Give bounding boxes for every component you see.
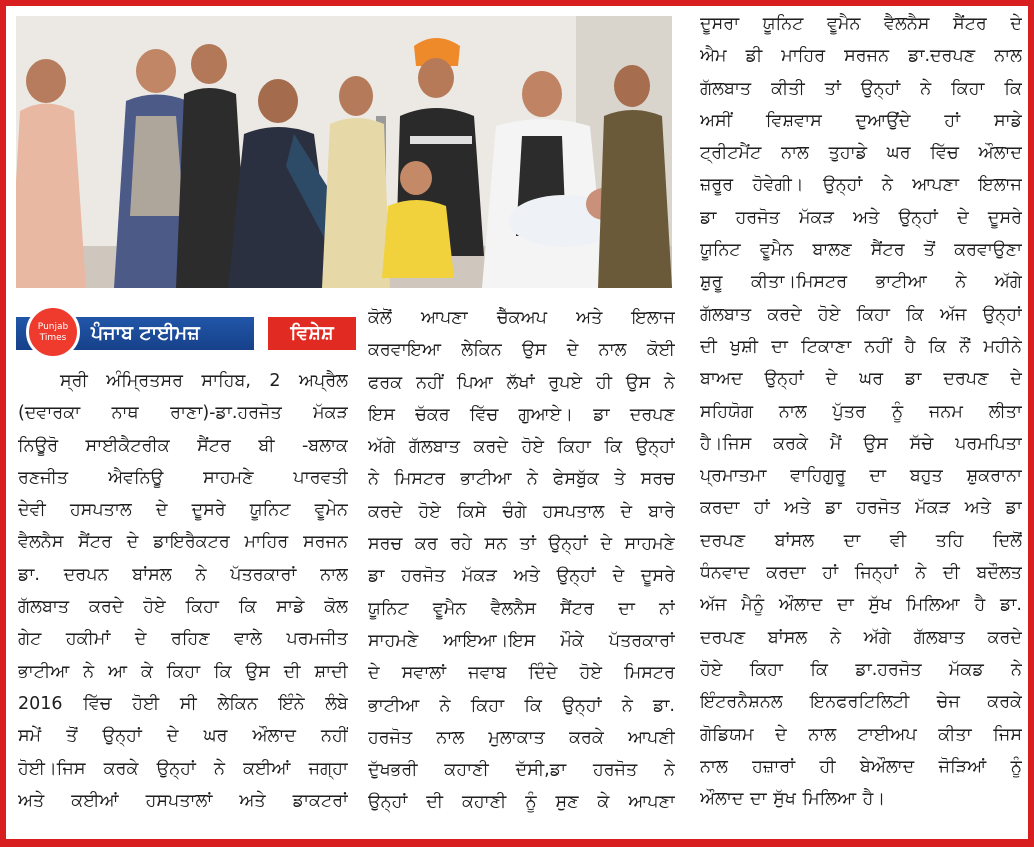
article-line: ਅਸੀਂ ਵਿਸ਼ਵਾਸ ਦੁਆਉਂਦੇ ਹਾਂ ਸਾਡੇ — [700, 110, 1022, 131]
article-line: ਅਤੇ ਕਈਆਂ ਹਸਪਤਾਲਾਂ ਅਤੇ ਡਾਕਟਰਾਂ — [18, 790, 348, 811]
article-line: ਗੱਲਬਾਤ ਕਰਦੇ ਹੋਏ ਕਿਹਾ ਕਿ ਸਾਡੇ ਕੋਲ — [18, 597, 348, 618]
article-line: ਅੱਗੇ ਗੱਲਬਾਤ ਕਰਦੇ ਹੋਏ ਕਿਹਾ ਕਿ ਉਨ੍ਹਾਂ — [368, 437, 675, 458]
article-line: ਦੂਸਰਾ ਯੂਨਿਟ ਵੂਮੈਨ ਵੈਲਨੈਸ ਸੈਂਟਰ ਦੇ — [700, 14, 1022, 34]
article-line: ਗੱਲਬਾਤ ਕਰਦੇ ਹੋਏ ਕਿਹਾ ਕਿ ਅੱਜ ਉਨ੍ਹਾਂ — [700, 304, 1022, 325]
special-tag: ਵਿਸ਼ੇਸ਼ — [268, 317, 356, 350]
news-photo — [16, 16, 672, 288]
article-line: ਸਮੇਂ ਤੋਂ ਉਨ੍ਹਾਂ ਦੇ ਘਰ ਔਲਾਦ ਨਹੀਂ — [18, 726, 348, 747]
article-line: ਰਣਜੀਤ ਐਵਨਿਊ ਸਾਹਮਣੇ ਪਾਰਵਤੀ — [18, 467, 348, 488]
article-line: ਬਾਅਦ ਉਨ੍ਹਾਂ ਦੇ ਘਰ ਡਾ ਦਰਪਣ ਦੇ — [700, 369, 1022, 390]
article-line: ਐਮ ਡੀ ਮਾਹਿਰ ਸਰਜਨ ਡਾ.ਦਰਪਣ ਨਾਲ — [700, 46, 1022, 67]
article-line: ਡਾ ਹਰਜੋਤ ਮੱਕੜ ਅਤੇ ਉਨ੍ਹਾਂ ਦੇ ਦੂਸਰੇ — [368, 566, 675, 587]
article-line: ਸ੍ਰੀ ਅੰਮ੍ਰਿਤਸਰ ਸਾਹਿਬ, 2 ਅਪ੍ਰੈਲ — [60, 371, 348, 391]
article-line: ਦਰਪਣ ਬਾਂਸਲ ਦਾ ਵੀ ਤਹਿ ਦਿਲੋਂ — [700, 530, 1022, 551]
article-line: ਅੱਜ ਮੈਨੂੰ ਔਲਾਦ ਦਾ ਸੁੱਖ ਮਿਲਿਆ ਹੈ ਡਾ. — [700, 595, 1022, 616]
article-line: ਦਰਪਣ ਬਾਂਸਲ ਨੇ ਅੱਗੇ ਗੱਲਬਾਤ ਕਰਦੇ — [700, 627, 1022, 648]
article-line: ਡਾ. ਦਰਪਨ ਬਾਂਸਲ ਨੇ ਪੱਤਰਕਾਰਾਂ ਨਾਲ — [18, 564, 348, 585]
article-line: ਪ੍ਰਮਾਤਮਾ ਵਾਹਿਗੁਰੂ ਦਾ ਬਹੁਤ ਸ਼ੁਕਰਾਨਾ — [700, 466, 1022, 487]
article-line: ਗੇਟ ਹਕੀਮਾਂ ਦੇ ਰਹਿਣ ਵਾਲੇ ਪਰਮਜੀਤ — [18, 629, 348, 650]
article-line: ਦੁੱਖਭਰੀ ਕਹਾਣੀ ਦੱਸੀ,ਡਾ ਹਰਜੋਤ ਨੇ — [368, 760, 675, 781]
article-line: ਸਹਿਯੋਗ ਨਾਲ ਪੁੱਤਰ ਨੂੰ ਜਨਮ ਲੀਤਾ — [700, 401, 1022, 422]
article-line: ਧੰਨਵਾਦ ਕਰਦਾ ਹਾਂ ਜਿਨ੍ਹਾਂ ਨੇ ਦੀ ਬਦੌਲਤ — [700, 563, 1022, 584]
article-line: ਕੋਲੋਂ ਆਪਣਾ ਚੈੱਕਅਪ ਅਤੇ ਇਲਾਜ — [368, 308, 675, 328]
article-line: ਨਾਲ ਹਜ਼ਾਰਾਂ ਹੀ ਬੇਔਲਾਦ ਜੋੜਿਆਂ ਨੂੰ — [700, 756, 1022, 777]
article-line: ਗੱਲਬਾਤ ਕੀਤੀ ਤਾਂ ਉਨ੍ਹਾਂ ਨੇ ਕਿਹਾ ਕਿ — [700, 78, 1022, 99]
article-line: ਭਾਟੀਆ ਨੇ ਆ ਕੇ ਕਿਹਾ ਕਿ ਉਸ ਦੀ ਸ਼ਾਦੀ — [18, 661, 348, 682]
article-line: ਫਰਕ ਨਹੀਂ ਪਿਆ ਲੱਖਾਂ ਰੁਪਏ ਹੀ ਉਸ ਨੇ — [368, 372, 675, 393]
publication-banner — [16, 317, 356, 350]
article-line: ਵੈਲਨੈਸ ਸੈਂਟਰ ਦੇ ਡਾਇਰੈਕਟਰ ਮਾਹਿਰ ਸਰਜਨ — [18, 532, 348, 553]
article-line: ਡਾ ਹਰਜੋਤ ਮੱਕੜ ਅਤੇ ਉਨ੍ਹਾਂ ਦੇ ਦੂਸਰੇ — [700, 207, 1022, 228]
article-line: ਸਾਹਮਣੇ ਆਇਆ।ਇਸ ਮੌਕੇ ਪੱਤਰਕਾਰਾਂ — [368, 630, 675, 651]
publication-title: ਪੰਜਾਬ ਟਾਈਮਜ਼ — [91, 322, 200, 344]
article-line: ਹੋਈ।ਜਿਸ ਕਰਕੇ ਉਨ੍ਹਾਂ ਨੇ ਕਈਆਂ ਜਗ੍ਹਾ — [18, 758, 348, 779]
article-line: ਦੇਵੀ ਹਸਪਤਾਲ ਦੇ ਦੂਸਰੇ ਯੂਨਿਟ ਵੂਮੇਨ — [18, 500, 348, 521]
article-line: ਜ਼ਰੂਰ ਹੋਵੇਗੀ। ਉਨ੍ਹਾਂ ਨੇ ਆਪਣਾ ਇਲਾਜ — [700, 175, 1022, 196]
article-line: ਦੇ ਸਵਾਲਾਂ ਜਵਾਬ ਦਿੰਦੇ ਹੋਏ ਮਿਸਟਰ — [368, 663, 675, 684]
article-line: ਇਸ ਚੱਕਰ ਵਿੱਚ ਗੁਆਏ। ਡਾ ਦਰਪਣ — [368, 404, 675, 425]
article-line: ਯੂਨਿਟ ਵੂਮੈਨ ਬਾਲਣ ਸੈਂਟਰ ਤੋਂ ਕਰਵਾਉਣਾ — [700, 240, 1022, 261]
logo-text-punjab: Punjab — [37, 322, 69, 332]
article-line: ਦੀ ਖੁਸ਼ੀ ਦਾ ਟਿਕਾਣਾ ਨਹੀਂ ਹੈ ਕਿ ਨੌਂ ਮਹੀਨੇ — [700, 336, 1022, 357]
logo-text-times: Times — [39, 333, 67, 343]
article-line: ਸ਼ੁਰੂ ਕੀਤਾ।ਮਿਸਟਰ ਭਾਟੀਆ ਨੇ ਅੱਗੇ — [700, 272, 1022, 293]
article-line: (ਦਵਾਰਕਾ ਨਾਥ ਰਾਣਾ)-ਡਾ.ਹਰਜੋਤ ਮੱਕੜ — [18, 403, 348, 424]
group-photo-illustration — [16, 16, 672, 288]
article-line: ਸਰਚ ਕਰ ਰਹੇ ਸਨ ਤਾਂ ਉਨ੍ਹਾਂ ਦੇ ਸਾਹਮਣੇ — [368, 534, 675, 555]
article-line: ਹਰਜੋਤ ਨਾਲ ਮੁਲਾਕਾਤ ਕਰਕੇ ਆਪਣੀ — [368, 727, 675, 748]
article-column-2 — [368, 302, 675, 819]
article-line: 2016 ਵਿੱਚ ਹੋਈ ਸੀ ਲੇਕਿਨ ਇੰਨੇ ਲੰਬੇ — [18, 693, 348, 714]
article-line: ਹੋਏ ਕਿਹਾ ਕਿ ਡਾ.ਹਰਜੋਤ ਮੱਕਡ ਨੇ — [700, 659, 1022, 680]
article-line: ਨਿਊਰੋ ਸਾਈਕੈਟਰੀਕ ਸੈਂਟਰ ਬੀ -ਬਲਾਕ — [18, 435, 348, 456]
article-line: ਔਲਾਦ ਦਾ ਸੁੱਖ ਮਿਲਿਆ ਹੈ। — [700, 789, 886, 810]
article-line: ਕਰਵਾਇਆ ਲੇਕਿਨ ਉਸ ਦੇ ਨਾਲ ਕੋਈ — [368, 340, 675, 361]
punjab-times-logo — [26, 305, 80, 359]
article-line: ਕਰਦਾ ਹਾਂ ਅਤੇ ਡਾ ਹਰਜੋਤ ਮੱਕੜ ਅਤੇ ਡਾ — [700, 498, 1022, 519]
article-line: ਹੈ।ਜਿਸ ਕਰਕੇ ਮੈਂ ਉਸ ਸੱਚੇ ਪਰਮਪਿਤਾ — [700, 433, 1022, 454]
article-line: ਗੋਡਿਯਮ ਦੇ ਨਾਲ ਟਾਈਅਪ ਕੀਤਾ ਜਿਸ — [700, 724, 1022, 745]
article-column-3 — [700, 8, 1022, 815]
article-line: ਇੰਟਰਨੈਸ਼ਨਲ ਇਨਫਰਟਿਲਿਟੀ ਚੇਜ ਕਰਕੇ — [700, 692, 1022, 713]
article-line: ਟ੍ਰੀਟਮੈਂਟ ਨਾਲ ਤੁਹਾਡੇ ਘਰ ਵਿੱਚ ਔਲਾਦ — [700, 143, 1022, 164]
article-line: ਯੂਨਿਟ ਵੂਮੈਨ ਵੈਲਨੈਸ ਸੈਂਟਰ ਦਾ ਨਾਂ — [368, 598, 675, 619]
article-column-1 — [18, 365, 348, 817]
article-line: ਨੇ ਮਿਸਟਰ ਭਾਟੀਆ ਨੇ ਫੇਸਬੁੱਕ ਤੇ ਸਰਚ — [368, 469, 675, 490]
article-line: ਕਰਦੇ ਹੋਏ ਕਿਸੇ ਚੰਗੇ ਹਸਪਤਾਲ ਦੇ ਬਾਰੇ — [368, 501, 675, 522]
article-line: ਉਨ੍ਹਾਂ ਦੀ ਕਹਾਣੀ ਨੂੰ ਸੁਣ ਕੇ ਆਪਣਾ — [368, 792, 675, 813]
article-line: ਭਾਟੀਆ ਨੇ ਕਿਹਾ ਕਿ ਉਨ੍ਹਾਂ ਨੇ ਡਾ. — [368, 695, 675, 716]
